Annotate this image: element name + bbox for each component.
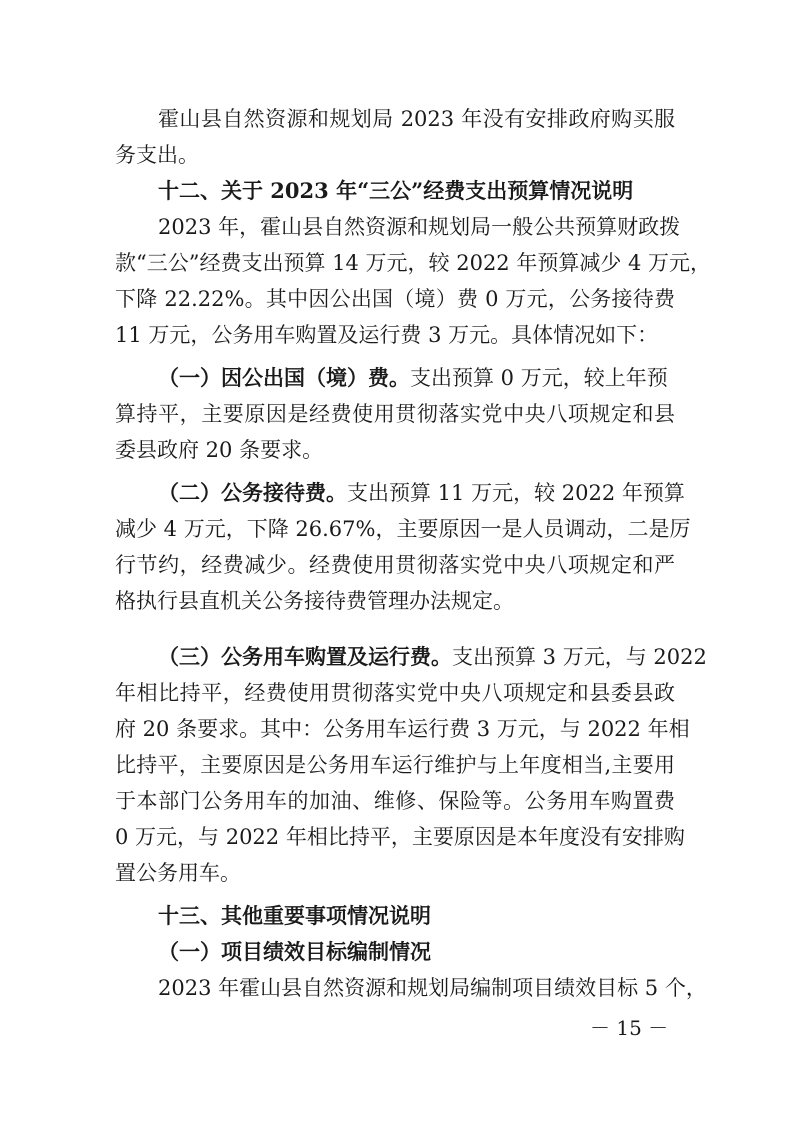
subsection-heading: （一）因公出国（境）费。 (158, 365, 410, 390)
paragraph-line (158, 475, 685, 511)
paragraph-text: 支出预算 3 万元，与 2022 (452, 645, 707, 669)
paragraph-line: 11 万元，公务用车购置及运行费 3 万元。具体情况如下： (115, 323, 659, 347)
paragraph-line: 2023 年霍山县自然资源和规划局编制项目绩效目标 5 个， (158, 976, 707, 1000)
paragraph-line: 务支出。 (115, 143, 199, 167)
paragraph-line: 置公务用车。 (115, 861, 241, 885)
paragraph-line: 减少 4 万元，下降 26.67%，主要原因一是人员调动，二是厉 (115, 517, 691, 541)
paragraph-line: 年相比持平，经费使用贯彻落实党中央八项规定和县委县政 (115, 681, 675, 705)
paragraph-line: 于本部门公务用车的加油、维修、保险等。公务用车购置费 (115, 789, 675, 813)
paragraph-line: 0 万元，与 2022 年相比持平，主要原因是本年度没有安排购 (115, 825, 685, 849)
paragraph-line: 比持平，主要原因是公务用车运行维护与上年度相当,主要用 (115, 753, 675, 777)
paragraph-line (158, 360, 675, 396)
paragraph-line: 格执行县直机关公务接待费管理办法规定。 (115, 589, 514, 613)
page-number: － 15 － (590, 1016, 669, 1040)
paragraph-line: 行节约，经费减少。经费使用贯彻落实党中央八项规定和严 (115, 553, 675, 577)
paragraph-line: 下降 22.22%。其中因公出国（境）费 0 万元，公务接待费 (115, 287, 675, 311)
paragraph-text: 支出预算 11 万元，较 2022 年预算 (347, 481, 685, 505)
paragraph-text: 支出预算 0 万元，较上年预 (410, 366, 668, 390)
section-heading: 十三、其他重要事项情况说明 (158, 903, 431, 928)
paragraph-line: 算持平，主要原因是经费使用贯彻落实党中央八项规定和县 (115, 402, 675, 426)
paragraph-line: 2023 年，霍山县自然资源和规划局一般公共预算财政拨 (158, 215, 681, 239)
paragraph-line: 霍山县自然资源和规划局 2023 年没有安排政府购买服 (158, 107, 675, 131)
subsection-heading: （二）公务接待费。 (158, 480, 347, 505)
subsection-heading: （一）项目绩效目标编制情况 (158, 939, 431, 964)
subsection-heading: （三）公务用车购置及运行费。 (158, 644, 452, 669)
paragraph-line: 委县政府 20 条要求。 (115, 438, 324, 462)
paragraph-line: 府 20 条要求。其中：公务用车运行费 3 万元，与 2022 年相 (115, 717, 690, 741)
paragraph-line (158, 639, 707, 675)
paragraph-line: 款“三公”经费支出预算 14 万元，较 2022 年预算减少 4 万元， (115, 251, 712, 275)
section-heading: 十二、关于 2023 年“三公”经费支出预算情况说明 (158, 178, 634, 203)
